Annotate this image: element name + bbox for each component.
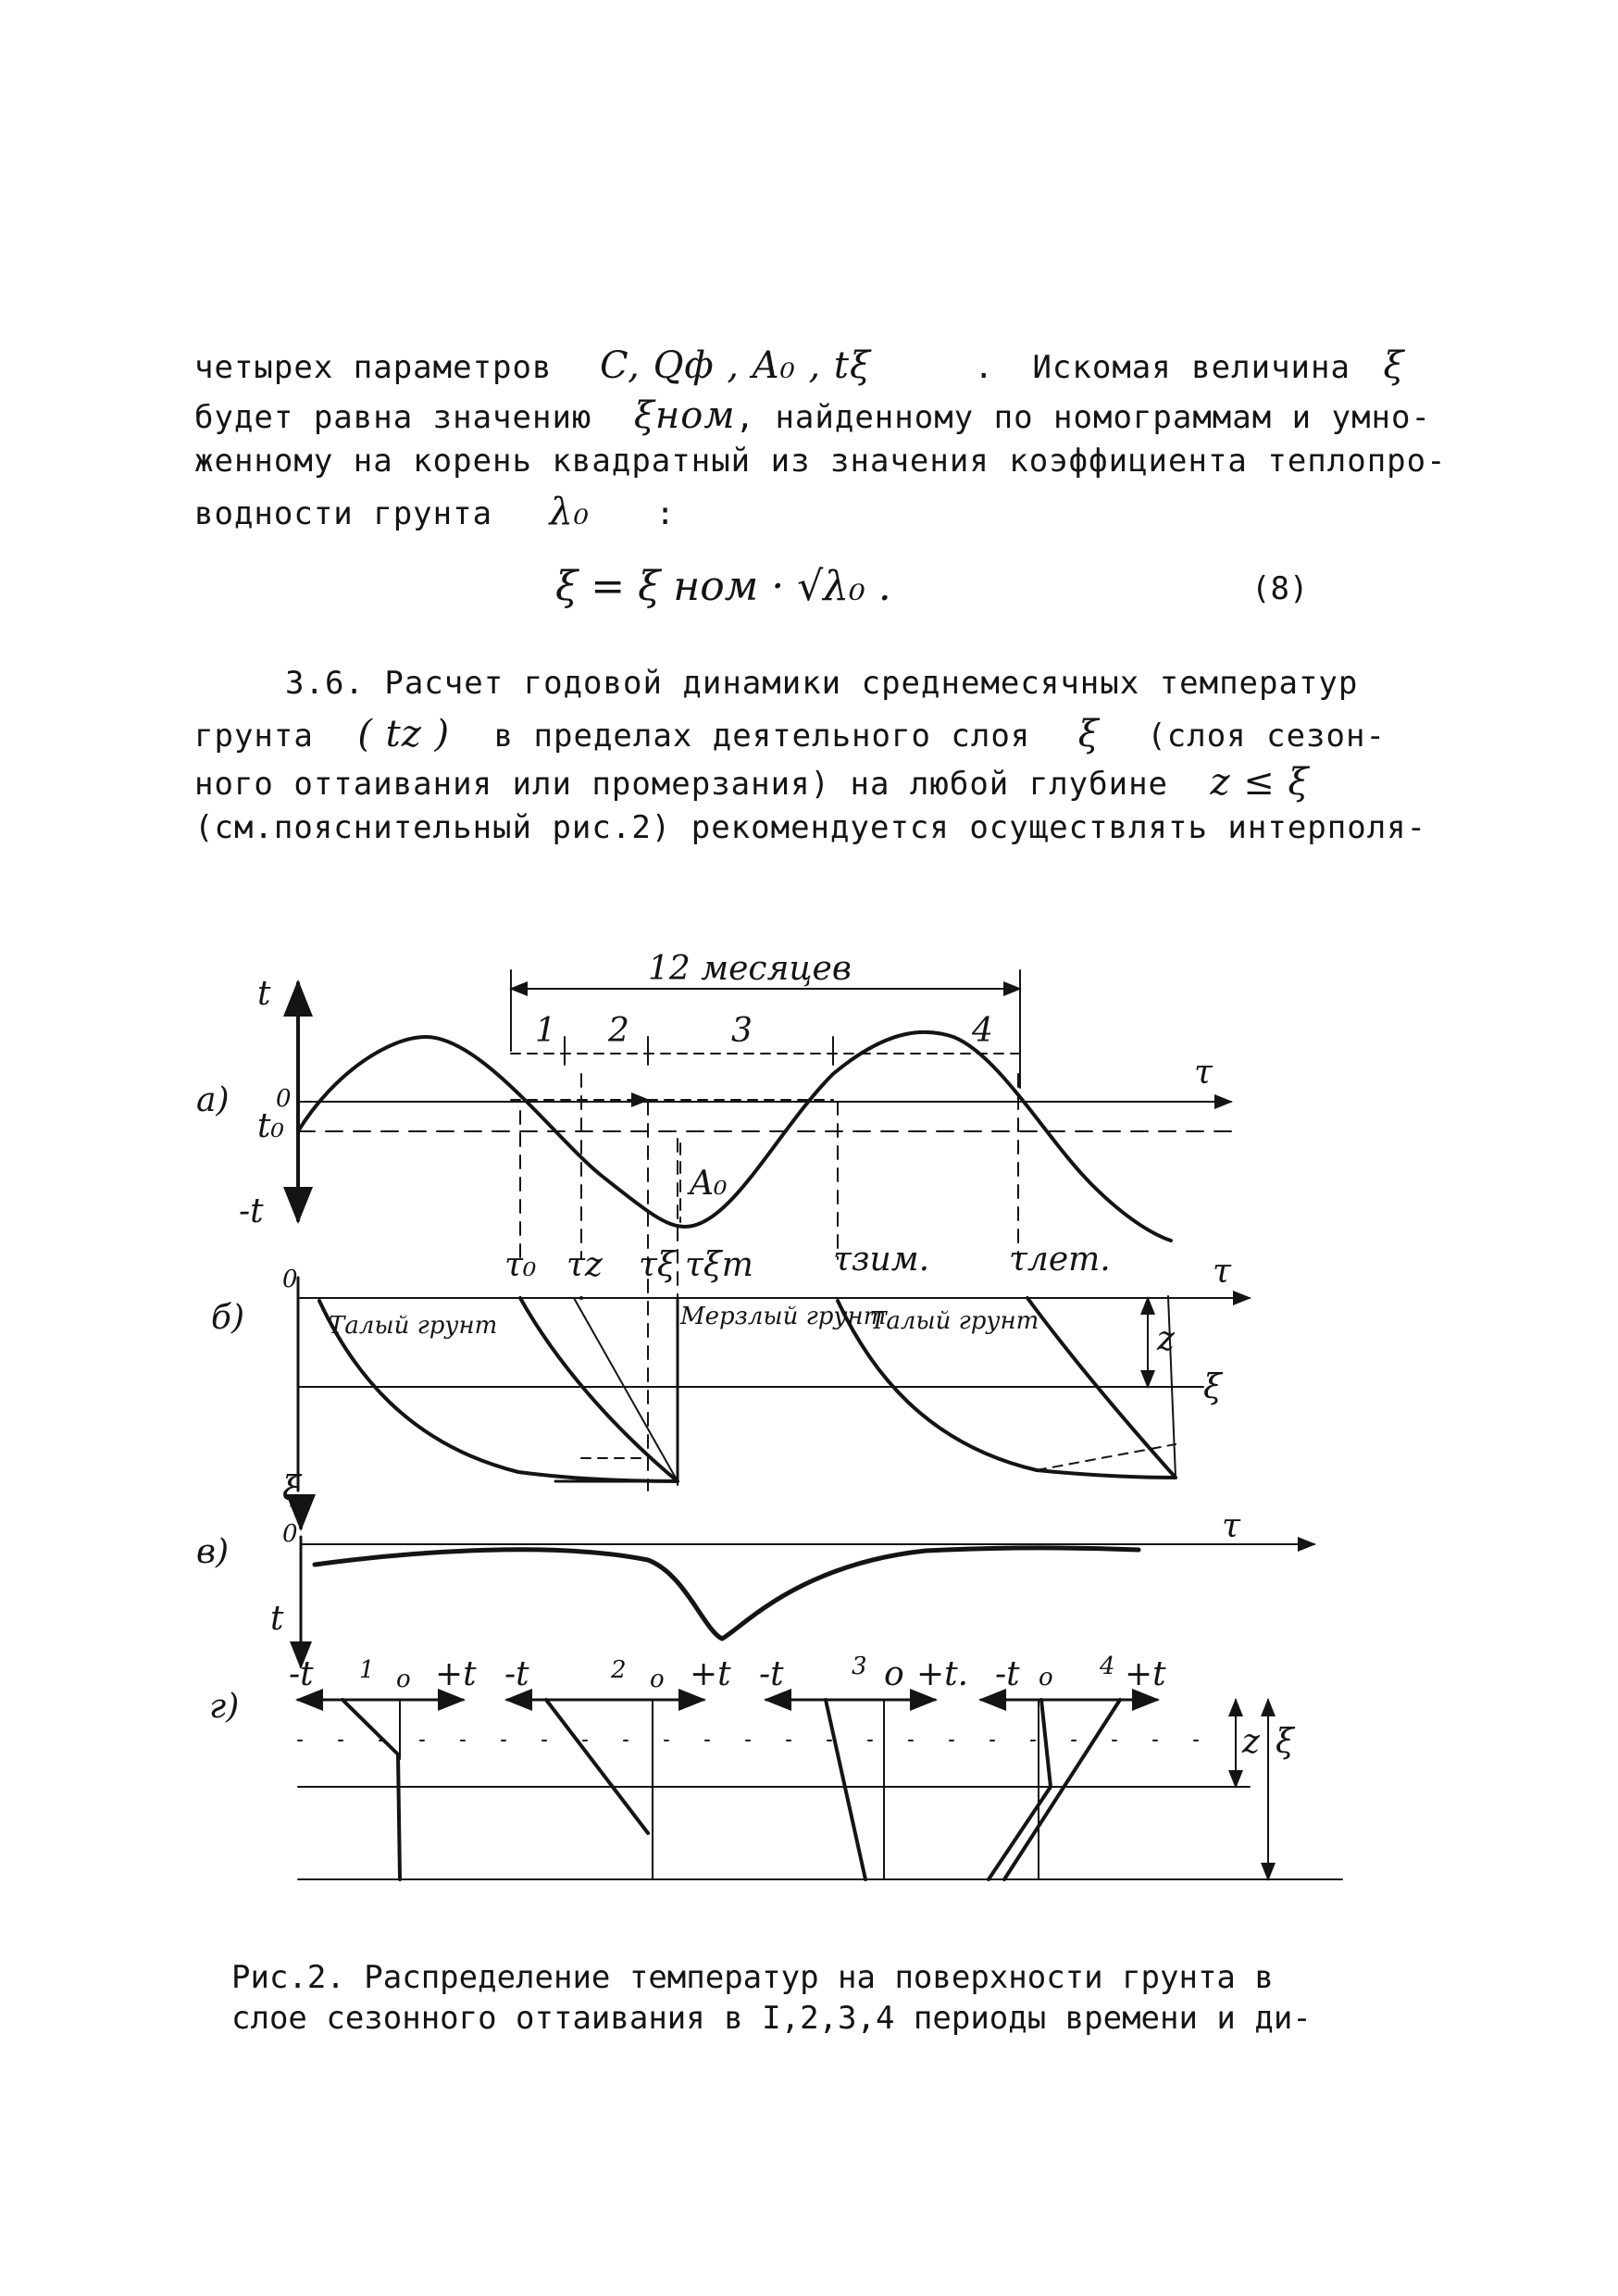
period-2-label: 2 xyxy=(608,1012,629,1050)
tau-0-label: τ₀ xyxy=(504,1246,537,1284)
colon: : xyxy=(655,495,676,532)
period-4-label: 4 xyxy=(972,1012,993,1050)
g-label: o xyxy=(396,1666,411,1693)
panel-v-zero: 0 xyxy=(282,1520,298,1548)
tau-xim-label: τξm xyxy=(685,1246,753,1284)
params-formula: C, Qф , A₀ , tξ xyxy=(599,344,871,387)
panel-a xyxy=(196,975,1231,1241)
text: в пределах деятельного слоя xyxy=(493,718,1031,755)
g-label: 4 xyxy=(1100,1653,1115,1680)
z-le-xi-symbol: z ≤ ξ xyxy=(1210,761,1310,804)
equation-number: (8) xyxy=(1251,570,1309,607)
xi-symbol: ξ xyxy=(1077,713,1100,755)
months-label: 12 месяцев xyxy=(648,950,852,988)
panel-b-label: б) xyxy=(211,1299,245,1337)
panel-g xyxy=(209,1653,1342,1879)
g-label: o xyxy=(884,1655,904,1693)
g-label: +t xyxy=(435,1655,477,1693)
text: 3.6. Расчет годовой динамики среднемесячных температур xyxy=(285,665,1359,702)
text: ного оттаивания или промерзания) на любой глубине xyxy=(194,766,1169,803)
tau-xi-label: τξ xyxy=(639,1246,676,1284)
axis-t0-label: t₀ xyxy=(257,1107,284,1145)
axis-t-label: t xyxy=(257,975,271,1013)
lambda-symbol: λ₀ xyxy=(549,491,590,533)
panel-v-label: в) xyxy=(196,1533,229,1571)
frozen-label: Мерзлый грунт xyxy=(680,1303,887,1330)
period-1-label: 1 xyxy=(535,1012,556,1050)
panel-b-zero: 0 xyxy=(282,1266,298,1293)
panel-g-label: г) xyxy=(209,1688,240,1726)
xi-label-b: ξ xyxy=(1203,1368,1222,1406)
thawed-label-1: Талый грунт xyxy=(329,1312,498,1340)
text: , найденному по номограммам и умно- xyxy=(735,399,1431,436)
g-label: 1 xyxy=(359,1656,375,1684)
panel-b-tau: τ xyxy=(1213,1253,1231,1291)
periods-dimension xyxy=(511,1012,1020,1100)
axis-minus-t-label: -t xyxy=(239,1192,264,1230)
g-label: o xyxy=(1039,1664,1053,1691)
g-label: o xyxy=(650,1666,665,1693)
z-label-g: z xyxy=(1242,1723,1260,1761)
text: (слоя сезон- xyxy=(1147,718,1386,755)
xi-label-v: ξ xyxy=(282,1470,301,1508)
g-label: -t xyxy=(289,1655,314,1693)
panel-a-label: а) xyxy=(196,1081,230,1119)
thawed-label-2: Талый грунт xyxy=(870,1307,1039,1335)
panel-v xyxy=(196,1470,1314,1666)
g-label: -t xyxy=(995,1655,1020,1693)
z-label-b: z xyxy=(1157,1320,1175,1358)
period-3-label: 3 xyxy=(731,1012,753,1050)
text: водности грунта xyxy=(194,495,493,532)
xi-label-g: ξ xyxy=(1276,1723,1294,1761)
panel-b xyxy=(211,1241,1250,1491)
g-label: -t xyxy=(759,1655,784,1693)
g-label: +t xyxy=(690,1655,731,1693)
panel-v-tau: τ xyxy=(1222,1507,1240,1545)
g-label: +t xyxy=(1125,1655,1166,1693)
tau-z-label: τz xyxy=(566,1246,603,1284)
xi-nom-symbol: ξном xyxy=(633,394,736,437)
text: будет равна значению xyxy=(194,399,592,436)
text: грунта xyxy=(194,718,314,755)
figure-caption-line2: слое сезонного оттаивания в I,2,3,4 периоды времени и ди- xyxy=(231,2000,1312,2037)
figure-caption-line1: Рис.2. Распределение температур на поверхности грунта в xyxy=(231,1959,1274,1996)
tz-symbol: ( tz ) xyxy=(357,713,451,755)
text: женному на корень квадратный из значения коэффициента теплопро- xyxy=(194,443,1447,480)
amplitude-label: A₀ xyxy=(690,1165,728,1203)
text: четырех параметров xyxy=(194,349,553,386)
g-label: 3 xyxy=(852,1653,867,1680)
text: (см.пояснительный рис.2) рекомендуется осуществлять интерполя- xyxy=(194,809,1427,846)
xi-symbol: ξ xyxy=(1383,344,1405,387)
g-label: 2 xyxy=(611,1656,627,1684)
equation-formula: ξ = ξ ном · √λ₀ . xyxy=(555,563,891,610)
dot: . xyxy=(974,349,994,386)
axis-zero-label: 0 xyxy=(276,1085,292,1113)
panel-v-t: t xyxy=(270,1600,284,1638)
tau-let-label: τлет. xyxy=(1009,1241,1111,1279)
tau-axis-label: τ xyxy=(1194,1054,1213,1092)
months-dimension xyxy=(511,950,1020,1088)
g-label: +t. xyxy=(916,1655,969,1693)
g-label: -t xyxy=(504,1655,529,1693)
text: Искомая величина xyxy=(1032,349,1350,386)
tau-zim-label: τзим. xyxy=(833,1241,930,1279)
